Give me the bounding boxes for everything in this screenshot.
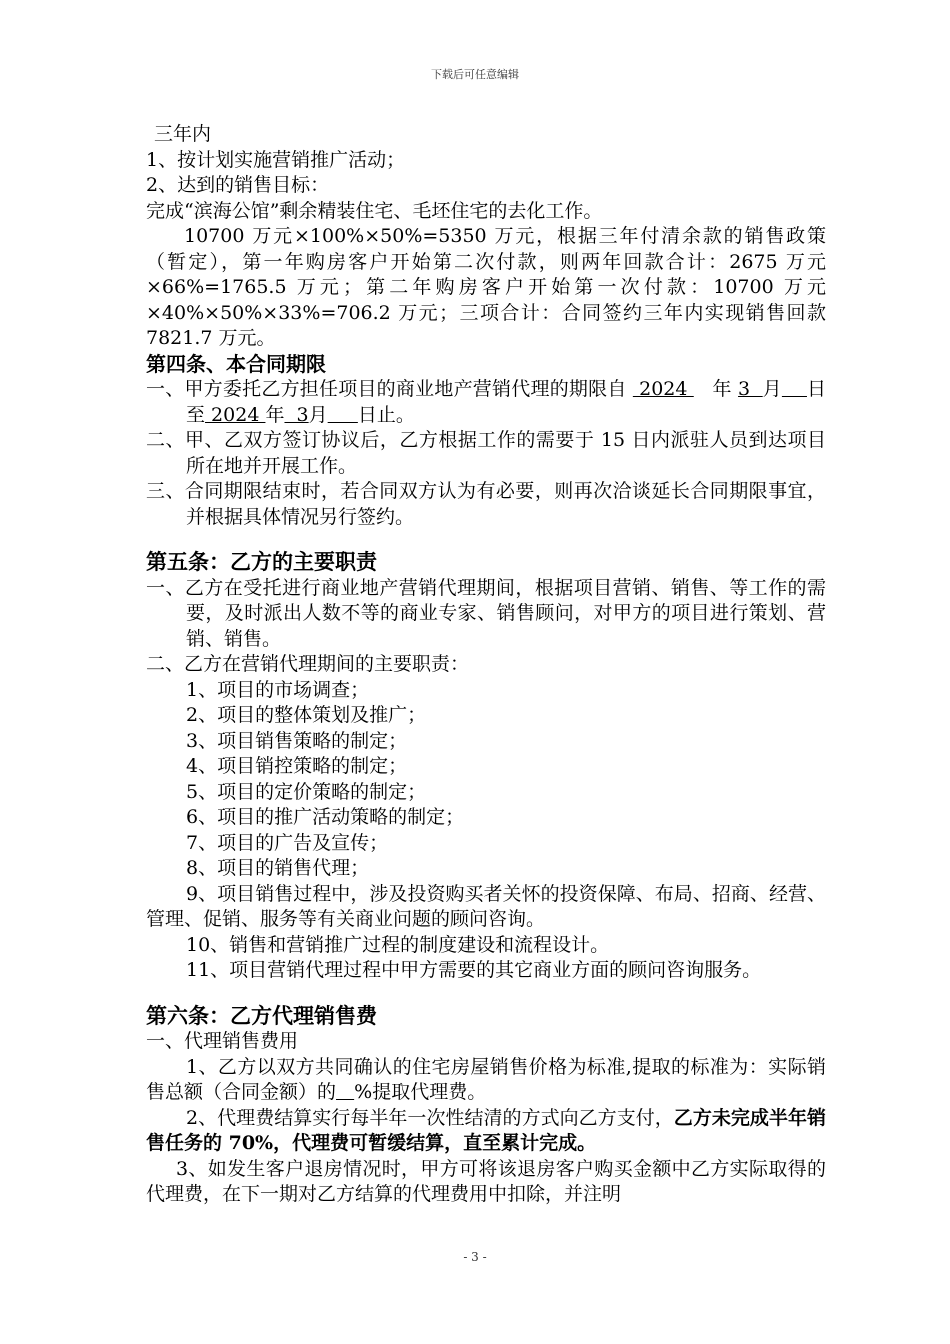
- paragraph: 三年内: [154, 123, 212, 145]
- paragraph: 三、合同期限结束时，若合同双方认为有必要，则再次洽谈延长合同期限事宜，并根据具体情况另行签约。: [146, 480, 826, 528]
- document-body: [146, 122, 826, 1208]
- list-item: 1、项目的市场调查；: [186, 678, 370, 701]
- list-item: 2、项目的整体策划及推广；: [186, 704, 427, 726]
- blank-year: 2024: [205, 403, 266, 426]
- blank-year: 2024: [632, 378, 694, 400]
- paragraph: 完成“滨海公馆”剩余精装住宅、毛坯住宅的去化工作。: [146, 199, 603, 222]
- blank-day: [782, 378, 807, 400]
- blank-percent: [336, 1081, 354, 1103]
- section-title: 第四条、本合同期限: [146, 351, 326, 376]
- section-title: 第五条：乙方的主要职责: [146, 550, 377, 574]
- paragraph: 一、乙方在受托进行商业地产营销代理期间，根据项目营销、销售、等工作的需要，及时派出人数不等的商业专家、销售顾问，对甲方的项目进行策划、营销、销售。: [146, 576, 826, 650]
- paragraph: 3、如发生客户退房情况时，甲方可将该退房客户购买金额中乙方实际取得的代理费，在下一期对乙方结算的代理费用中扣除，并注明: [146, 1157, 826, 1205]
- list-item: 6、项目的推广活动策略的制定；: [186, 806, 465, 828]
- paragraph: 一、甲方委托乙方担任项目的商业地产营销代理的期限自 2024 年 3 月 日至 2024 年 3月 日止。: [146, 378, 826, 426]
- paragraph: 2、达到的销售目标：: [146, 174, 330, 196]
- blank-month: 3: [284, 403, 309, 426]
- section-title: 第六条：乙方代理销售费: [146, 1003, 377, 1028]
- list-item: 4、项目销控策略的制定；: [186, 755, 408, 777]
- list-item: 11、项目营销代理过程中甲方需要的其它商业方面的顾问咨询服务。: [186, 959, 762, 981]
- list-item: 3、项目销售策略的制定；: [186, 729, 408, 752]
- page-number: - 3 -: [463, 1250, 487, 1264]
- blank-day: [328, 404, 358, 426]
- list-item: 9、项目销售过程中，涉及投资购买者关怀的投资保障、布局、招商、经营、管理、促销、服务等有关商业问题的顾问咨询。: [146, 882, 826, 930]
- paragraph: 2、代理费结算实行每半年一次性结清的方式向乙方支付，乙方未完成半年销售任务的 70%，代理费可暂缓结算，直至累计完成。: [146, 1106, 826, 1154]
- sub-title: 一、代理销售费用: [146, 1030, 299, 1052]
- paragraph: 二、甲、乙双方签订协议后，乙方根据工作的需要于 15 日内派驻人员到达项目所在地并开展工作。: [146, 429, 826, 477]
- paragraph: 10700 万元×100%×50%=5350 万元，根据三年付清余款的销售政策（暂定），第一年购房客户开始第二次付款，则两年回款合计：2675 万元×66%=1765.5 万元；第二年购房客户开始第一次付款：10700 万元×40%×50%×33%=706.2 万元；三项合计：合同签约三年内实现销售回款 7821.7 万元。: [146, 225, 826, 349]
- list-item: 10、销售和营销推广过程的制度建设和流程设计。: [186, 933, 610, 956]
- list-item: 7、项目的广告及宣传；: [186, 831, 389, 854]
- list-item: 8、项目的销售代理；: [186, 857, 370, 879]
- paragraph: 1、按计划实施营销推广活动；: [146, 148, 406, 171]
- blank-month: 3: [738, 378, 763, 400]
- paragraph: 1、乙方以双方共同确认的住宅房屋销售价格为标准,提取的标准为：实际销售总额（合同金额）的 %提取代理费。: [146, 1055, 826, 1103]
- duty-list: [146, 678, 826, 882]
- bold-clause: 乙方未完成半年销售任务的 70%，代理费可暂缓结算，直至累计完成。: [146, 1106, 826, 1154]
- page-header: 下载后可任意编辑: [431, 68, 519, 81]
- list-item: 5、项目的定价策略的制定；: [186, 780, 427, 803]
- paragraph: 二、乙方在营销代理期间的主要职责：: [146, 653, 470, 675]
